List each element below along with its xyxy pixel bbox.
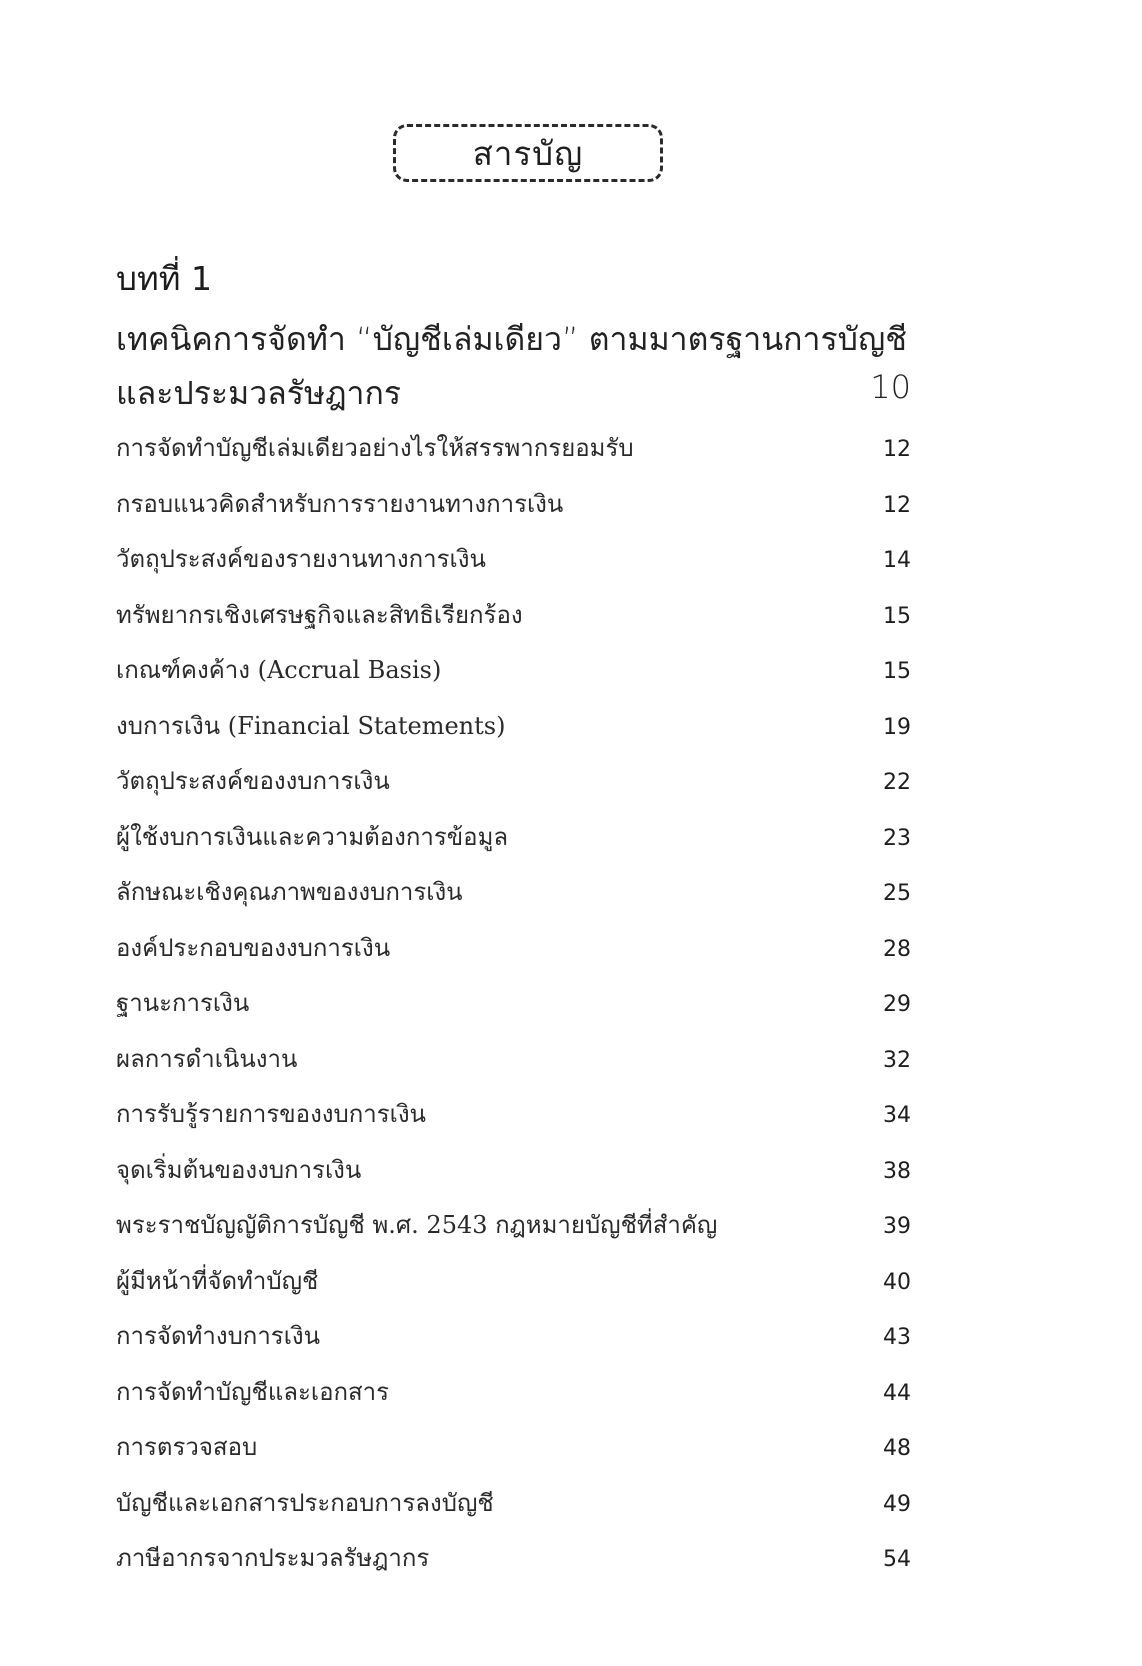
chapter-title-line-1: เทคนิคการจัดทำ “บัญชีเล่มเดียว” ตามมาตรฐานการบัญชี [116,320,907,358]
toc-entry-label: เกณฑ์คงค้าง (Accrual Basis) [116,656,442,684]
toc-entry [116,1372,911,1428]
toc-entry-label: ผลการดำเนินงาน [116,1044,298,1073]
toc-entry-label: ทรัพยากรเชิงเศรษฐกิจและสิทธิเรียกร้อง [116,600,523,629]
toc-entry-page-number: 14 [883,548,911,573]
toc-entry-label: ภาษีอากรจากประมวลรัษฎากร [116,1544,430,1572]
toc-entry-page-number: 22 [883,770,911,795]
toc-entry [116,1316,911,1372]
toc-entry [116,1094,911,1150]
toc-entry-label: การรับรู้รายการของงบการเงิน [116,1100,426,1128]
toc-entry-page-number: 32 [883,1047,911,1073]
toc-entry-label: พระราชบัญญัติการบัญชี พ.ศ. 2543 กฎหมายบัญชีที่สำคัญ [116,1211,718,1239]
toc-entry-label: วัตถุประสงค์ของงบการเงิน [116,767,390,795]
toc-entry [116,595,911,651]
toc-entry-page-number: 48 [883,1436,911,1461]
toc-entry-page-number: 43 [883,1325,911,1350]
toc-entry [116,1205,911,1261]
toc-entry [116,650,911,706]
toc-entry-page-number: 38 [883,1158,911,1184]
chapter-label: บทที่ 1 [116,259,212,298]
toc-entry-label: ผู้มีหน้าที่จัดทำบัญชี [116,1266,319,1295]
toc-entry [116,706,911,762]
toc-entry [116,928,911,984]
toc-entry-label: วัตถุประสงค์ของรายงานทางการเงิน [116,545,486,573]
toc-entry-page-number: 15 [883,603,911,629]
toc-entry-label: จุดเริ่มต้นของงบการเงิน [116,1155,362,1184]
toc-entry-page-number: 34 [883,1103,911,1128]
toc-entry-label: การตรวจสอบ [116,1433,258,1461]
toc-entry [116,1483,911,1539]
toc-entry [116,1150,911,1206]
toc-entry-page-number: 39 [883,1214,911,1239]
toc-entry-label: การจัดทำงบการเงิน [116,1322,321,1350]
toc-entry-page-number: 54 [883,1547,911,1572]
chapter-page-number: 10 [870,368,911,406]
toc-entry [116,1261,911,1317]
toc-entry [116,817,911,873]
toc-entry-label: กรอบแนวคิดสำหรับการรายงานทางการเงิน [116,489,564,518]
toc-title-box [393,124,663,182]
toc-entry [116,872,911,928]
chapter-title-line-2-row [116,368,911,419]
toc-entry-page-number: 49 [883,1491,911,1517]
toc-entry-page-number: 15 [883,659,911,684]
toc-entry [116,983,911,1039]
toc-entry-label: องค์ประกอบของงบการเงิน [116,933,391,962]
toc-entry-page-number: 19 [883,714,911,740]
toc-entry [116,1538,911,1594]
toc-entry [116,539,911,595]
toc-entry-page-number: 12 [883,492,911,518]
toc-entry-label: งบการเงิน (Financial Statements) [116,711,506,740]
toc-entry-page-number: 12 [883,437,911,462]
toc-entry [116,1427,911,1483]
toc-entry [116,484,911,540]
toc-entry [116,761,911,817]
toc-entry-label: ฐานะการเงิน [116,989,250,1017]
toc-entries-list [116,428,911,1594]
toc-entry-page-number: 44 [883,1380,911,1406]
toc-entry-label: ผู้ใช้งบการเงินและความต้องการข้อมูล [116,822,509,851]
toc-entry-page-number: 29 [883,992,911,1017]
toc-entry-page-number: 25 [883,881,911,906]
toc-entry-label: การจัดทำบัญชีและเอกสาร [116,1377,390,1406]
toc-entry-page-number: 28 [883,936,911,962]
chapter-title-line-2: และประมวลรัษฎากร [116,374,402,412]
toc-entry-page-number: 40 [883,1269,911,1295]
toc-entry-label: บัญชีและเอกสารประกอบการลงบัญชี [116,1488,494,1517]
toc-entry-page-number: 23 [883,825,911,851]
toc-entry [116,1039,911,1095]
toc-entry-label: ลักษณะเชิงคุณภาพของงบการเงิน [116,878,463,906]
toc-title: สารบัญ [472,133,584,173]
toc-entry-label: การจัดทำบัญชีเล่มเดียวอย่างไรให้สรรพากรยอมรับ [116,434,634,462]
toc-entry [116,428,911,484]
